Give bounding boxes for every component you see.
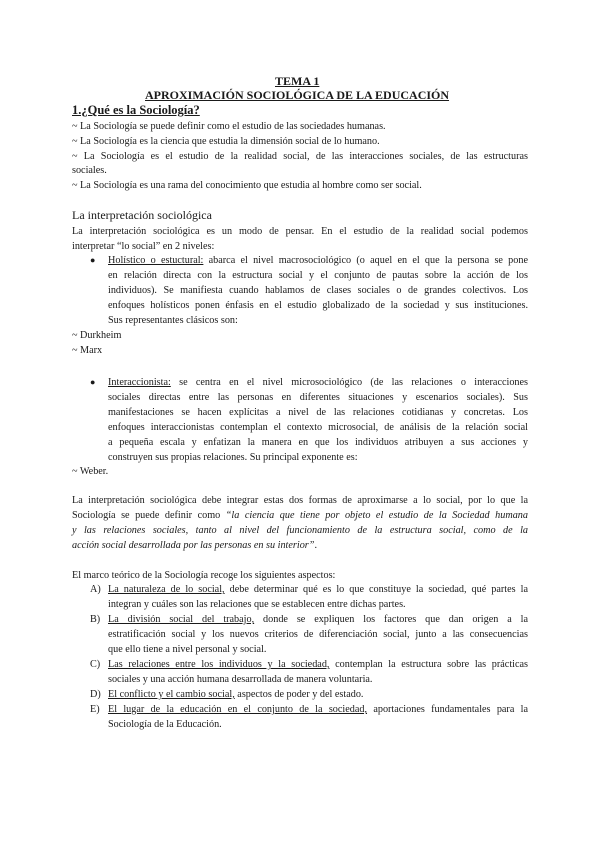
integration-line: Sociología se puede definir como “la ciencia que tiene por objeto el estudio de la Sociedad humana — [72, 510, 528, 521]
framework-item-line: que ello tiene a nivel personal y social. — [108, 644, 267, 655]
framework-item-line: La naturaleza de lo social, debe determinar qué es lo que constituye la sociedad, qué partes la — [108, 584, 528, 595]
integration-line: acción social desarrollada por las personas en su interior”. — [72, 540, 317, 551]
representative: ~ Weber. — [72, 466, 109, 477]
paragraph-line: interpretar “lo social” en 2 niveles: — [72, 241, 215, 252]
interactionist-line: manifestaciones se hacen explícitas a nivel de las relaciones cotidianas y concretas. Los — [108, 407, 528, 418]
list-letter: D) — [90, 689, 101, 700]
definition-line: ~ La Sociología es la ciencia que estudia la dimensión social de lo humano. — [72, 136, 380, 147]
interactionist-line: Interaccionista: se centra en el nivel microsociológico (de las relaciones o interacciones — [108, 377, 528, 388]
list-letter: A) — [90, 584, 101, 595]
framework-item-line: La división social del trabajo, donde se expliquen los factores que dan origen a la — [108, 614, 528, 625]
integration-line: La interpretación sociológica debe integrar estas dos formas de aproximarse a lo social, por lo que la — [72, 495, 528, 506]
bullet-icon: ● — [90, 255, 96, 265]
framework-item-line: integran y cuáles son las relaciones que se establecen entre dichas partes. — [108, 599, 406, 610]
framework-item-line: Las relaciones entre los individuos y la sociedad, contemplan la estructura sobre las prácticas — [108, 659, 528, 670]
list-letter: B) — [90, 614, 101, 625]
holistic-line: enfoques holísticos ponen énfasis en el estudio globalizado de la sociedad y sus instituciones. — [108, 300, 528, 311]
representative: ~ Marx — [72, 345, 103, 356]
framework-item-line: estratificación social y los nuevos criterios de diferenciación social, junto a las consecuencias — [108, 629, 528, 640]
holistic-line: individuos). Se manifiesta cuando hablamos de clases sociales o de grandes colectivos. Los — [108, 285, 528, 296]
subsection-title: La interpretación sociológica — [72, 208, 212, 222]
holistic-label: Holístico o estuctural: — [108, 255, 204, 266]
title-line-1: TEMA 1 — [275, 74, 320, 88]
integration-line: y las relaciones sociales, tanto al nivel del funcionamiento de la estructura social, como de la — [72, 525, 528, 536]
holistic-line: en relación directa con la estructura social y el conjunto de pautas sobre la acción de los — [108, 270, 528, 281]
framework-intro: El marco teórico de la Sociología recoge los siguientes aspectos: — [72, 570, 336, 581]
definition-line: ~ La Sociología se puede definir como el estudio de las sociedades humanas. — [72, 121, 386, 132]
list-letter: C) — [90, 659, 101, 670]
framework-item-line: Sociología de la Educación. — [108, 719, 222, 730]
definition-line: ~ La Sociología es el estudio de la realidad social, de las interacciones sociales, de las estructuras — [72, 151, 528, 162]
holistic-line: Sus representantes clásicos son: — [108, 315, 238, 326]
section-heading: 1.¿Qué es la Sociología? — [72, 103, 200, 117]
interactionist-label: Interaccionista: — [108, 377, 171, 388]
title-line-2: APROXIMACIÓN SOCIOLÓGICA DE LA EDUCACIÓN — [145, 88, 450, 102]
holistic-line: Holístico o estuctural: abarca el nivel macrosociológico (o aquel en el que la persona se pone — [108, 255, 528, 266]
definition-line: sociales. — [72, 165, 107, 176]
representative: ~ Durkheim — [72, 330, 122, 341]
paragraph-line: La interpretación sociológica es un modo de pensar. En el estudio de la realidad social podemos — [72, 226, 528, 237]
interactionist-line: construyen sus propias relaciones. Su principal exponente es: — [108, 452, 358, 463]
framework-item-line: sociales y una acción humana desarrollada de manera voluntaria. — [108, 674, 373, 685]
interactionist-line: sociales directas entre las personas en diferentes situaciones y escenarios sociales). Sus — [108, 392, 528, 403]
definition-line: ~ La Sociología es una rama del conocimiento que estudia al hombre como ser social. — [72, 180, 422, 191]
framework-item-line: El lugar de la educación en el conjunto de la sociedad, aportaciones fundamentales para la — [108, 704, 528, 715]
interactionist-line: enfoques interaccionistas contemplan el contexto microsocial, de análisis de la relación social — [108, 422, 528, 433]
framework-item-line: El conflicto y el cambio social, aspectos de poder y del estado. — [108, 689, 364, 700]
bullet-icon: ● — [90, 377, 96, 387]
interactionist-line: a pequeña escala y enfatizan la manera en que los individuos atribuyen a sus acciones y — [108, 437, 528, 448]
list-letter: E) — [90, 704, 100, 715]
